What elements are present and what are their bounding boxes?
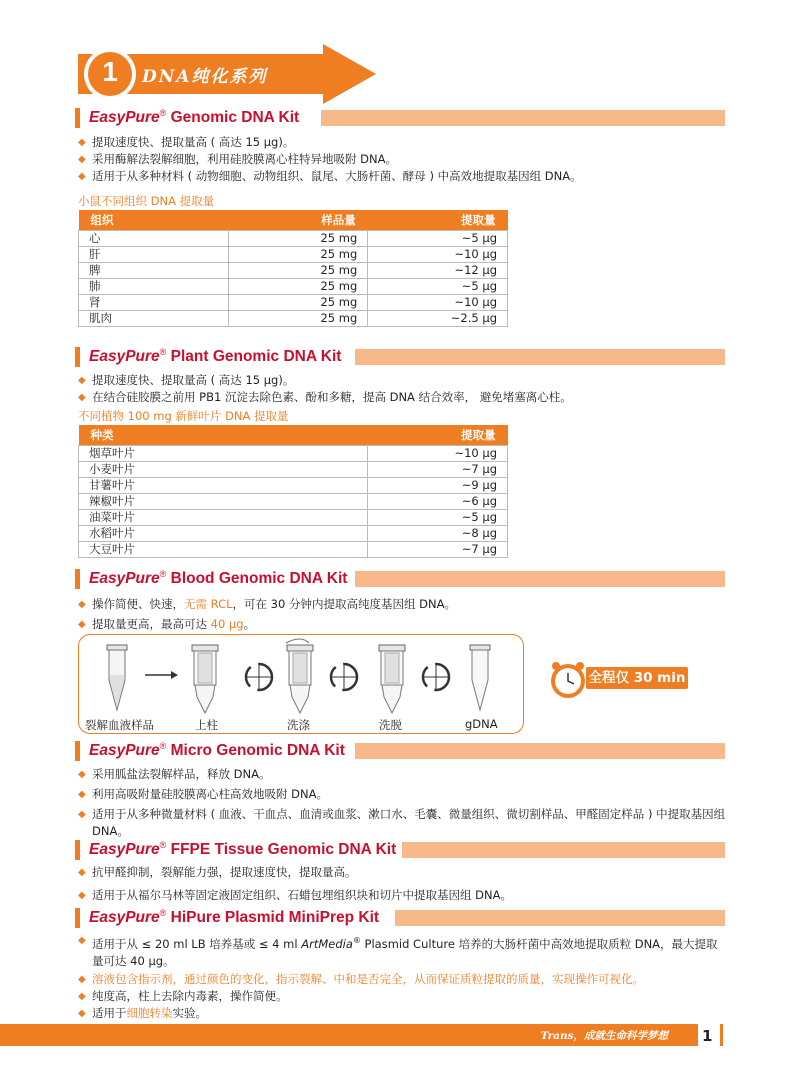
table-row: 肺 25 mg ~5 μg	[79, 278, 508, 294]
table-row: 大豆叶片 ~7 μg	[79, 541, 508, 557]
list-item: ◆ 采用胍盐法裂解样品，释放 DNA。	[78, 766, 728, 783]
list-item: ◆ 利用高吸附量硅胶膜离心柱高效地吸附 DNA。	[78, 786, 728, 803]
dna-tube-icon	[470, 645, 490, 710]
centrifuge-icon	[423, 664, 450, 690]
list-item: ◆ 适用于从多种微量材料 ( 血液、干血点、血清或血浆、漱口水、毛囊、微量组织、微切割样品、甲醛固定样品 ) 中提取基因组 DNA。	[78, 806, 728, 840]
tissue-yield-table	[78, 210, 508, 327]
workflow-step-label: 洗脱	[379, 718, 402, 732]
section-heading-plasmid: EasyPure® HiPure Plasmid MiniPrep Kit	[75, 908, 725, 928]
workflow-step-label: gDNA	[465, 717, 498, 731]
spin-column-icon	[379, 645, 405, 713]
list-item: ◆ 适用于从福尔马林等固定液固定组织、石蜡包埋组织块和切片中提取基因组 DNA。	[78, 887, 738, 904]
chapter-title: DNA纯化系列	[142, 67, 268, 87]
page-number: 1	[702, 1027, 713, 1045]
list-item: ◆ 操作简便、快速，无需 RCL，可在 30 分钟内提取高纯度基因组 DNA。	[78, 596, 738, 613]
section-heading-ffpe: EasyPure® FFPE Tissue Genomic DNA Kit	[75, 840, 725, 860]
plant-yield-table	[78, 425, 508, 558]
timer-badge	[548, 664, 690, 694]
spin-column-icon	[286, 639, 313, 713]
timer-text: 全程仅 30 min	[586, 667, 688, 689]
workflow-graphic	[79, 635, 525, 717]
list-item: ◆ 纯度高，柱上去除内毒素，操作简便。	[78, 988, 728, 1005]
genomic-bullets	[78, 134, 738, 185]
table-row: 肌肉 25 mg ~2.5 μg	[79, 310, 508, 326]
list-item: ◆ 提取量更高，最高可达 40 μg。	[78, 616, 738, 633]
section-heading-blood: EasyPure® Blood Genomic DNA Kit	[75, 569, 725, 589]
chapter-number: 1	[102, 56, 118, 87]
micro-bullets	[78, 766, 728, 840]
list-item: ◆ 溶液包含指示剂，通过颜色的变化，指示裂解、中和是否完全，从而保证质粒提取的质量，实现操作可视化。	[78, 971, 728, 988]
workflow-diagram	[78, 634, 524, 734]
workflow-step-label: 裂解血液样品	[85, 718, 154, 732]
plant-bullets	[78, 372, 738, 406]
table-header: 提取量	[368, 425, 508, 445]
table-row: 小麦叶片 ~7 μg	[79, 461, 508, 477]
centrifuge-icon	[331, 664, 358, 690]
table-row: 水稻叶片 ~8 μg	[79, 525, 508, 541]
alarm-clock-icon	[548, 660, 588, 700]
table-row: 脾 25 mg ~12 μg	[79, 262, 508, 278]
table-header: 提取量	[368, 210, 508, 230]
list-item: ◆ 适用于细胞转染实验。	[78, 1005, 728, 1022]
blood-bullets	[78, 596, 738, 633]
ffpe-bullets	[78, 864, 738, 904]
list-item: ◆ 提取速度快、提取量高 ( 高达 15 μg)。	[78, 134, 738, 151]
list-item: ◆ 采用酶解法裂解细胞，利用硅胶膜离心柱特异地吸附 DNA。	[78, 151, 738, 168]
list-item: ◆ 在结合硅胶膜之前用 PB1 沉淀去除色素、酚和多糖，提高 DNA 结合效率， 避免堵塞离心柱。	[78, 389, 738, 406]
list-item: ◆ 适用于从多种材料 ( 动物细胞、动物组织、鼠尾、大肠杆菌、酵母 ) 中高效地提取基因组 DNA。	[78, 168, 738, 185]
table-header: 样品量	[228, 210, 368, 230]
table-header: 组织	[79, 210, 229, 230]
workflow-step-label: 洗涤	[287, 718, 310, 732]
blood-tube-icon	[107, 645, 127, 710]
table-caption: 小鼠不同组织 DNA 提取量	[78, 194, 215, 208]
list-item: ◆ 抗甲醛抑制，裂解能力强，提取速度快，提取量高。	[78, 864, 738, 881]
spin-column-icon	[192, 645, 218, 713]
table-row: 肝 25 mg ~10 μg	[79, 246, 508, 262]
chapter-header	[78, 44, 378, 104]
workflow-step-label: 上柱	[195, 718, 218, 732]
list-item: ◆ 适用于从 ≤ 20 ml LB 培养基或 ≤ 4 ml ArtMedia® Plasmid Culture 培养的大肠杆菌中高效地提取质粒 DNA，最大提取量可达 40 μg。	[78, 932, 728, 970]
list-item: ◆ 提取速度快、提取量高 ( 高达 15 μg)。	[78, 372, 738, 389]
page-mark	[720, 1024, 723, 1046]
table-caption: 不同植物 100 mg 新鲜叶片 DNA 提取量	[78, 409, 289, 423]
table-row: 心 25 mg ~5 μg	[79, 230, 508, 246]
section-heading-micro: EasyPure® Micro Genomic DNA Kit	[75, 741, 725, 761]
plasmid-bullets	[78, 932, 728, 1022]
footer-slogan: Trans，成就生命科学梦想	[540, 1030, 668, 1042]
right-arrow-icon	[145, 671, 178, 679]
table-row: 肾 25 mg ~10 μg	[79, 294, 508, 310]
section-heading-genomic: EasyPure® Genomic DNA Kit	[75, 108, 725, 128]
table-row: 甘薯叶片 ~9 μg	[79, 477, 508, 493]
table-row: 辣椒叶片 ~6 μg	[79, 493, 508, 509]
table-header: 种类	[79, 425, 368, 445]
table-row: 烟草叶片 ~10 μg	[79, 445, 508, 461]
footer-band	[0, 1024, 698, 1046]
table-row: 油菜叶片 ~5 μg	[79, 509, 508, 525]
centrifuge-icon	[246, 664, 273, 690]
section-heading-plant: EasyPure® Plant Genomic DNA Kit	[75, 347, 725, 367]
